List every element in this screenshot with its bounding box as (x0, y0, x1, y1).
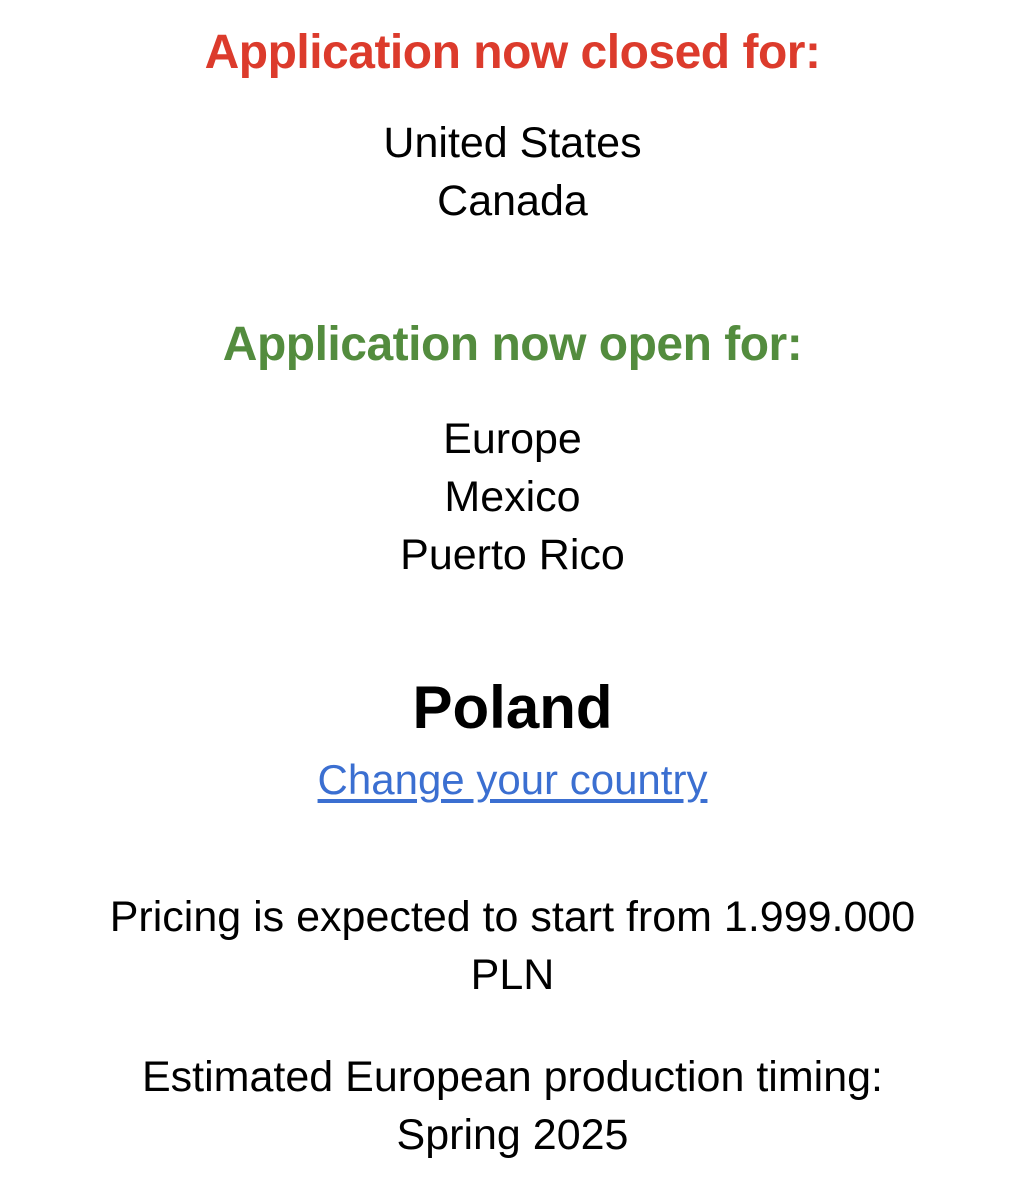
open-country-item: Europe (443, 415, 582, 463)
change-country-link[interactable]: Change your country (317, 756, 708, 803)
closed-country-list (0, 114, 1025, 230)
open-country-item: Mexico (444, 473, 581, 521)
closed-heading: Application now closed for: (204, 26, 821, 79)
closed-country-item: United States (383, 119, 642, 167)
selected-country: Poland (412, 674, 613, 741)
closed-country-item: Canada (437, 177, 588, 225)
production-timing-text: Estimated European production timing: Spring 2025 (142, 1053, 883, 1159)
open-country-item: Puerto Rico (400, 531, 625, 579)
open-heading: Application now open for: (222, 318, 803, 371)
open-country-list (0, 410, 1025, 584)
pricing-text: Pricing is expected to start from 1.999.000 PLN (109, 893, 916, 999)
change-country-row (0, 755, 1025, 805)
